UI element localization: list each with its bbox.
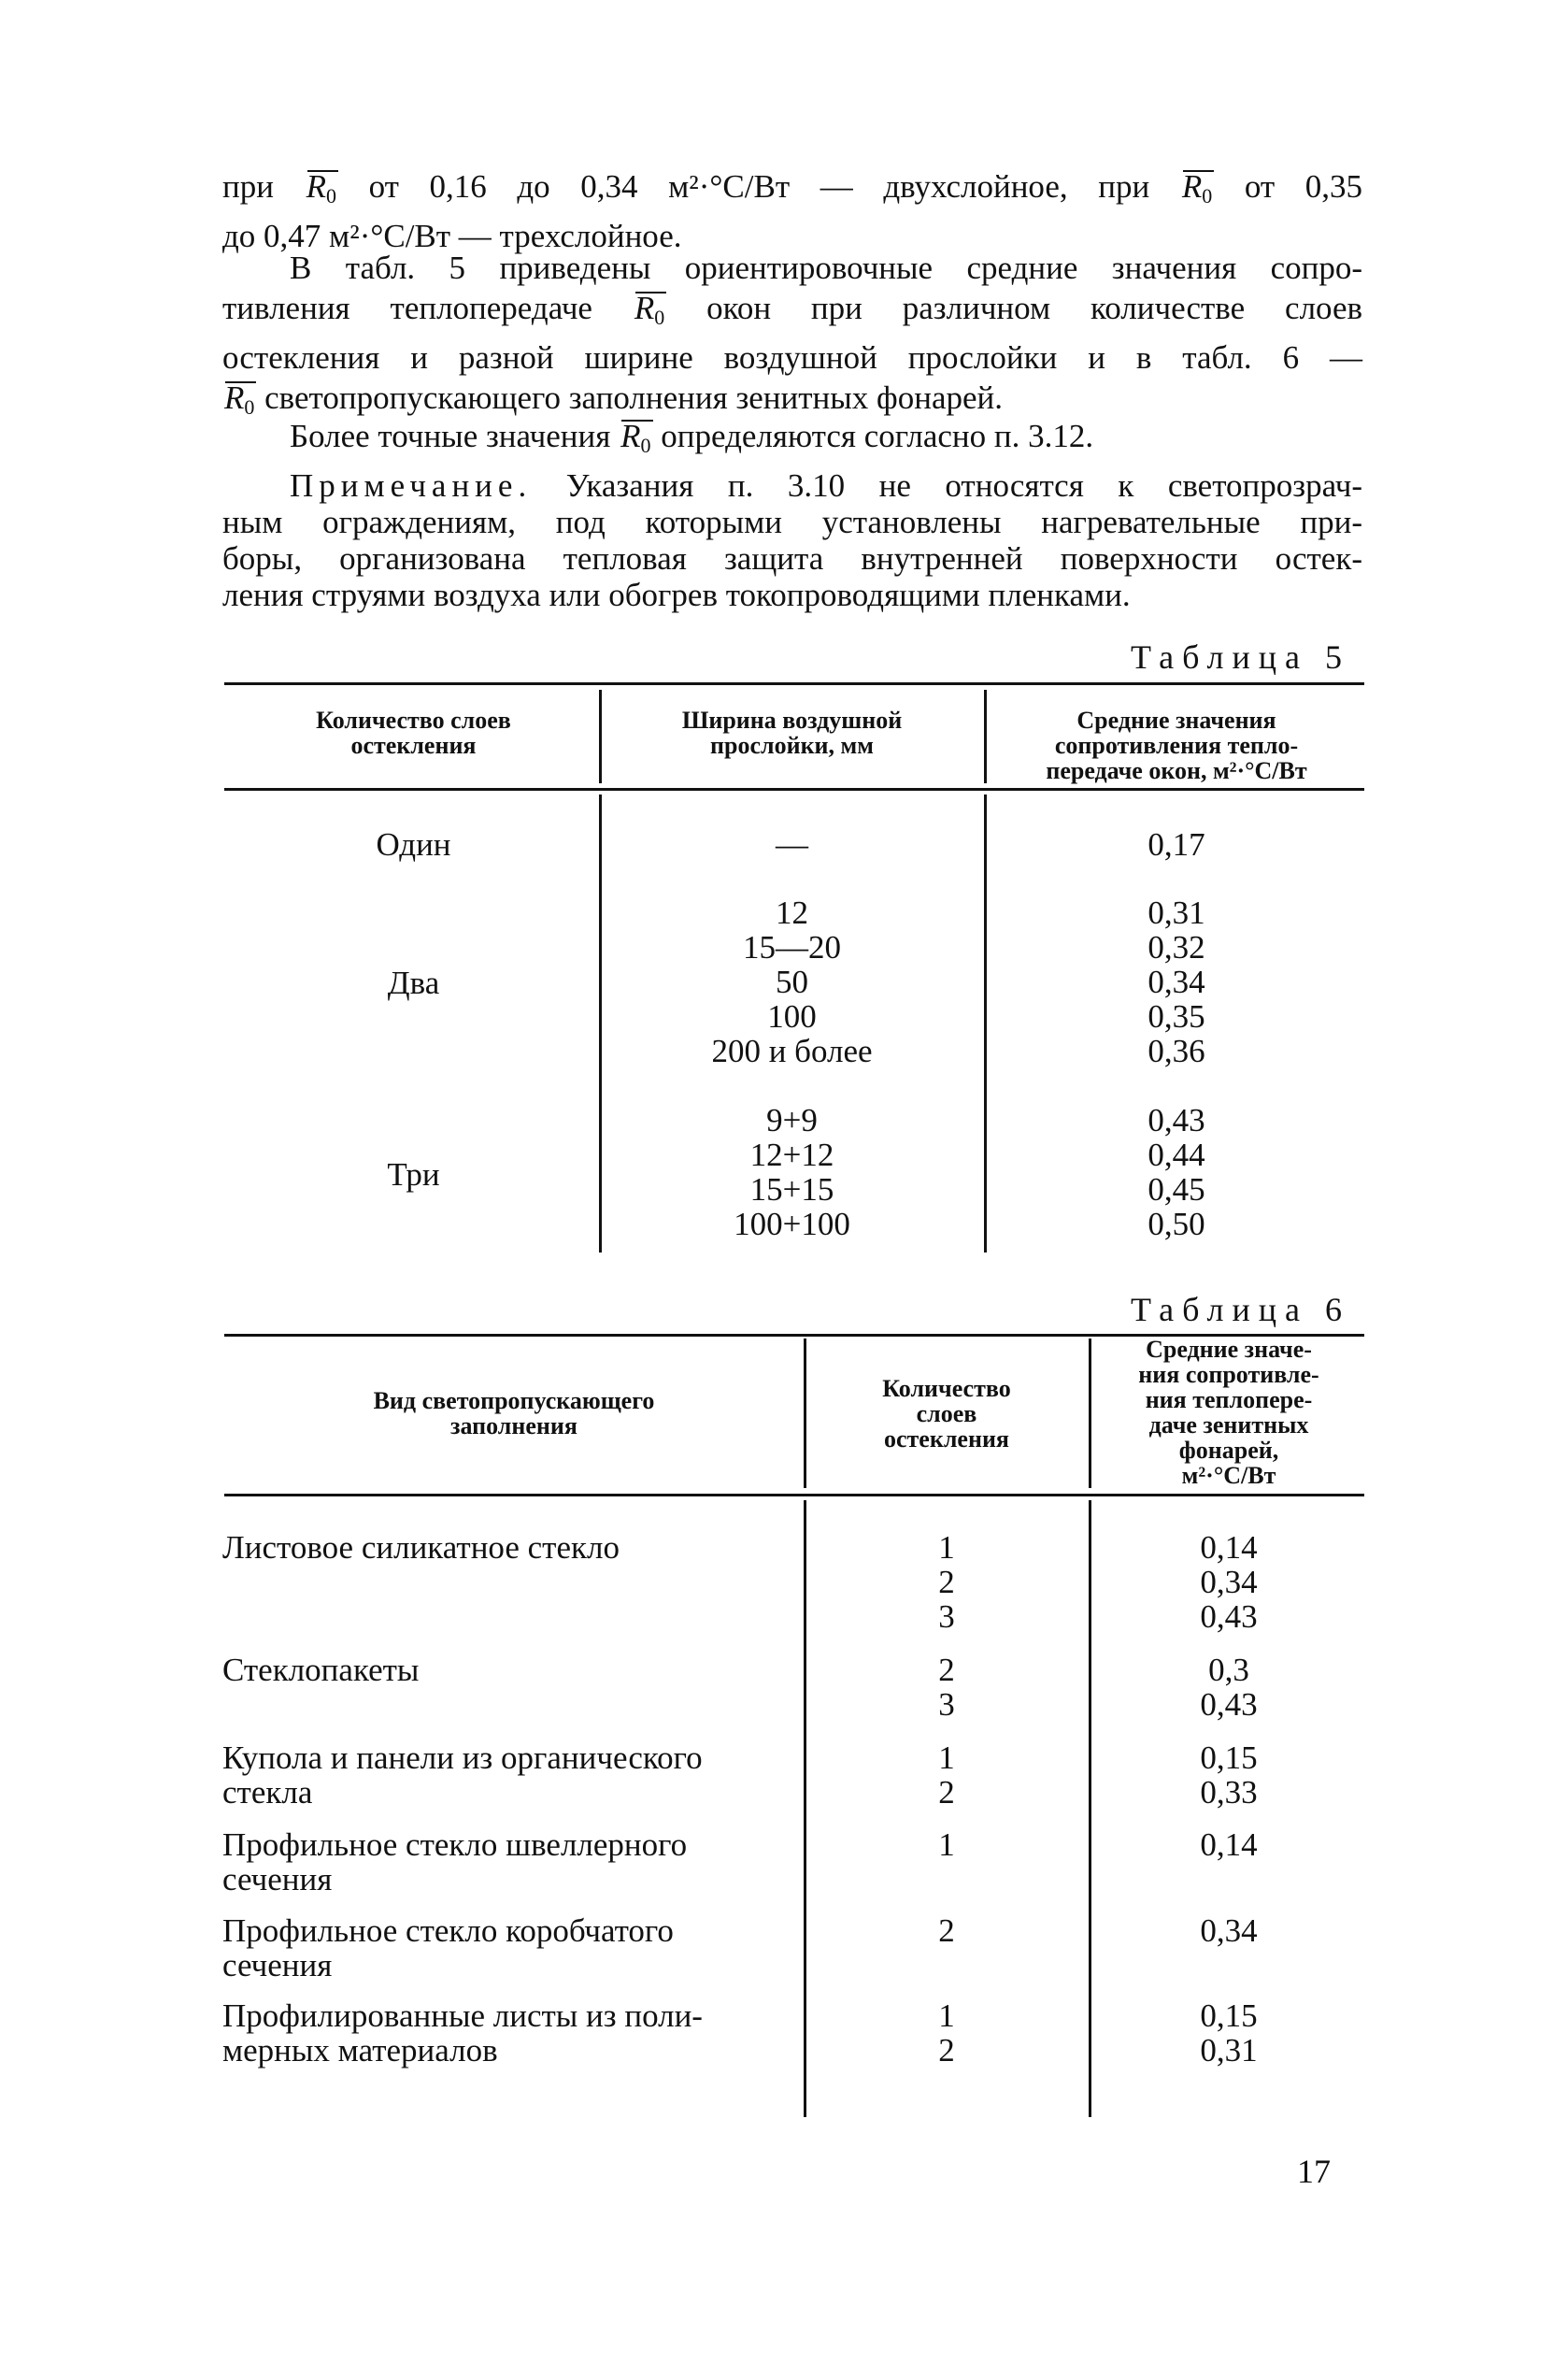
table5-layers-three: Три xyxy=(387,1156,440,1193)
table5-width-one: — xyxy=(776,826,808,863)
table6-row1-layers: 1 2 3 xyxy=(938,1529,955,1635)
table6-header-values: Средние значе- ния сопротивле- ния теплопере- даче зенитных фонарей, м²·°С/Вт xyxy=(1138,1336,1319,1489)
table5-divider-1-body xyxy=(599,794,602,1253)
r0-letter: R xyxy=(1181,168,1203,205)
table6-caption: Таблица 6 xyxy=(1131,1291,1350,1328)
r0-letter: R xyxy=(634,290,655,326)
para2-line-2 xyxy=(222,288,1362,337)
intro-line1-text-c: от 0,35 xyxy=(1244,168,1363,205)
table6-row3-layers: 1 2 xyxy=(938,1739,955,1811)
para2-text-c: светопропускающего заполнения зенитных фонарей. xyxy=(264,379,1004,416)
table6-row6-layers: 1 2 xyxy=(938,1997,955,2069)
para2-line-3: остекления и разной ширине воздушной прослойки и в табл. 6 — xyxy=(222,339,1362,376)
table6-divider-2-body xyxy=(1089,1500,1091,2117)
intro-line-2: до 0,47 м²·°С/Вт — трехслойное. xyxy=(222,218,682,254)
table6-row5-layers: 2 xyxy=(938,1912,955,1949)
table5-divider-2 xyxy=(984,690,987,783)
table6-row3-values: 0,15 0,33 xyxy=(1200,1739,1258,1811)
para2-line-1: В табл. 5 приведены ориентировочные средние значения сопро- xyxy=(290,250,1362,286)
paragraph-precise-values xyxy=(222,416,1362,465)
table5-divider-1 xyxy=(599,690,602,783)
table5-header-rule xyxy=(224,788,1364,791)
r0-symbol xyxy=(633,288,666,337)
intro-paragraph xyxy=(222,166,1362,256)
table6-row4-name: Профильное стекло швеллерного сечения xyxy=(222,1826,688,1897)
note-line-3: боры, организована тепловая защита внутренней поверхности остек- xyxy=(222,540,1362,577)
r0-sub: 0 xyxy=(325,184,336,208)
table5-caption: Таблица 5 xyxy=(1131,638,1350,676)
table5-top-rule xyxy=(224,682,1364,685)
note-line-4: ления струями воздуха или обогрев токопроводящими пленками. xyxy=(222,577,1131,613)
table6-row2-layers: 2 3 xyxy=(938,1652,955,1723)
table6-header-type: Вид светопропускающего заполнения xyxy=(373,1387,655,1439)
table6-row4-layers: 1 xyxy=(938,1826,955,1863)
table6-row5-values: 0,34 xyxy=(1200,1912,1258,1949)
table6-row2-values: 0,3 0,43 xyxy=(1200,1652,1258,1723)
table6-divider-1-body xyxy=(804,1500,806,2117)
r0-sub: 0 xyxy=(244,395,255,419)
table6-row1-values: 0,14 0,34 0,43 xyxy=(1200,1529,1258,1635)
intro-line-1 xyxy=(222,166,1362,216)
r0-symbol xyxy=(1180,166,1214,216)
para2-text-b: окон при различном количестве слоев xyxy=(706,290,1363,326)
r0-sub: 0 xyxy=(640,434,651,457)
table6-header-rule xyxy=(224,1494,1364,1496)
r0-sub: 0 xyxy=(654,306,665,329)
table6-row4-values: 0,14 xyxy=(1200,1826,1258,1863)
table5-widths-three: 9+9 12+12 15+15 100+100 xyxy=(734,1102,850,1242)
table5-header-width: Ширина воздушной прослойки, мм xyxy=(681,707,903,759)
table5-header-values: Средние значения сопротивления тепло- передаче окон, м²·°С/Вт xyxy=(1046,707,1307,784)
table5-divider-2-body xyxy=(984,794,987,1253)
table5-values-two: 0,31 0,32 0,34 0,35 0,36 xyxy=(1147,895,1205,1069)
note-text-1: Указания п. 3.10 не относятся к светопрозрач- xyxy=(565,467,1363,504)
table5-header-layers: Количество слоев остекления xyxy=(316,707,511,759)
table6-row2-name: Стеклопакеты xyxy=(222,1652,420,1688)
para3-text-a: Более точные значения xyxy=(290,418,611,454)
page-number: 17 xyxy=(1297,2153,1331,2190)
table5-layers-two: Два xyxy=(387,965,440,1001)
table5-value-one: 0,17 xyxy=(1147,826,1205,863)
para3-line xyxy=(222,416,1362,465)
table6-row6-name: Профилированные листы из поли- мерных материалов xyxy=(222,1997,703,2069)
r0-letter: R xyxy=(306,168,326,205)
table5-widths-two: 12 15—20 50 100 200 и более xyxy=(711,895,873,1069)
table6-divider-1 xyxy=(804,1338,806,1488)
table6-row3-name: Купола и панели из органического стекла xyxy=(222,1739,703,1811)
table6-divider-2 xyxy=(1089,1338,1091,1488)
note-line-2: ным ограждениям, под которыми установлены нагревательные при- xyxy=(222,504,1362,540)
intro-line1-text-b: от 0,16 до 0,34 м²·°С/Вт — двухслойное, при xyxy=(368,168,1150,205)
table6-row5-name: Профильное стекло коробчатого сечения xyxy=(222,1912,674,1983)
para3-text-b: определяются согласно п. 3.12. xyxy=(661,418,1094,454)
r0-sub: 0 xyxy=(1202,184,1213,208)
paragraph-table-refs xyxy=(222,248,1362,427)
intro-line1-text-a: при xyxy=(222,168,274,205)
table6-header-layers: Количество слоев остекления xyxy=(882,1375,1011,1453)
table5-values-three: 0,43 0,44 0,45 0,50 xyxy=(1147,1102,1205,1242)
para2-text-a: тивления теплопередаче xyxy=(222,290,592,326)
r0-symbol xyxy=(305,166,338,216)
r0-letter: R xyxy=(620,418,641,454)
note-label: Примечание. xyxy=(290,467,533,504)
table6-row6-values: 0,15 0,31 xyxy=(1200,1997,1258,2069)
table6-row1-name: Листовое силикатное стекло xyxy=(222,1529,620,1566)
r0-letter: R xyxy=(224,379,245,416)
note-paragraph xyxy=(222,467,1362,613)
note-line-1 xyxy=(222,467,1362,504)
r0-symbol xyxy=(619,416,652,465)
table5-layers-one: Один xyxy=(376,826,451,863)
